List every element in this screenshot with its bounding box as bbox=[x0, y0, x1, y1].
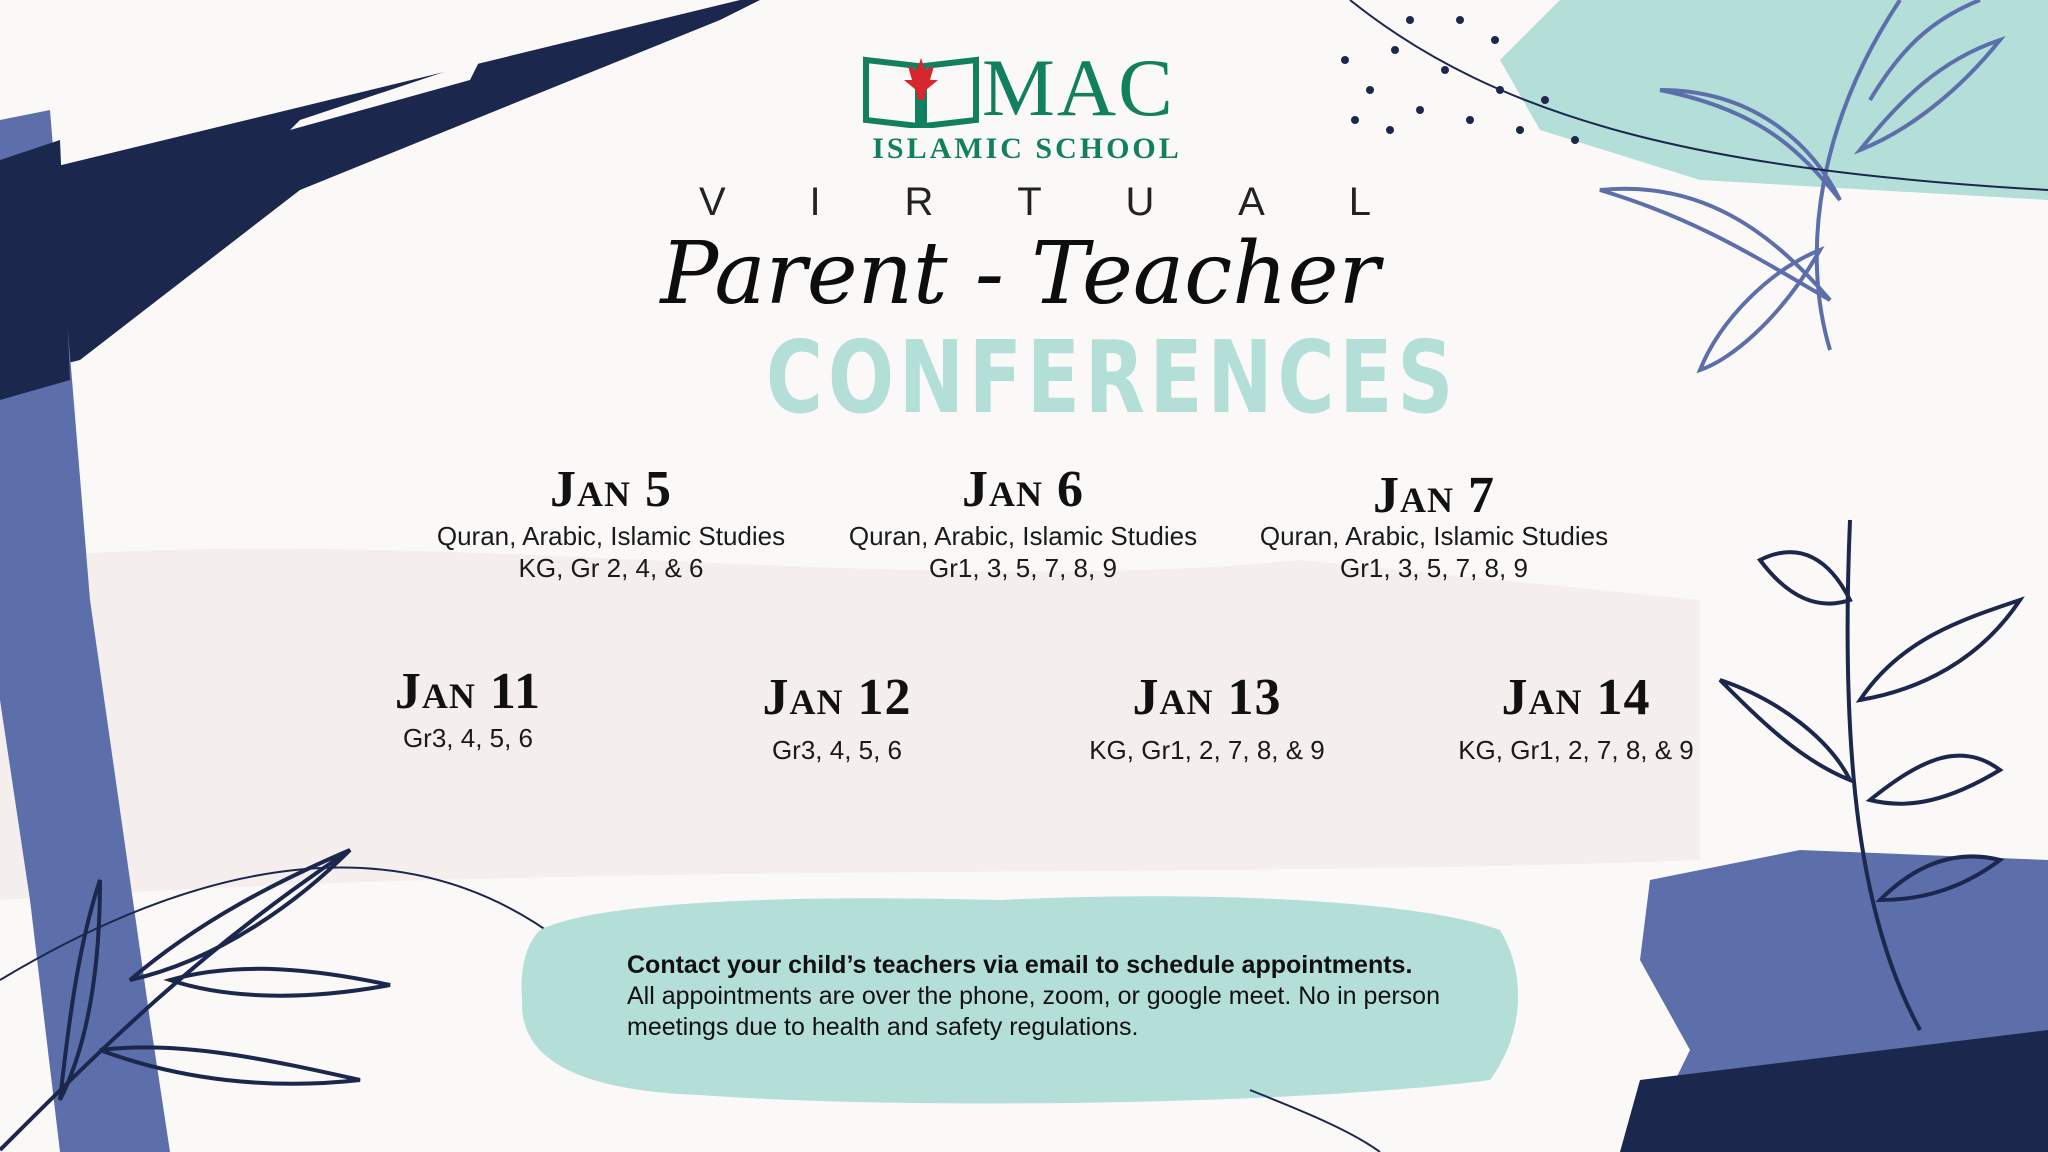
date-jan-6 bbox=[823, 460, 1223, 584]
virtual-letter: I bbox=[809, 180, 821, 224]
date-jan-13 bbox=[1007, 668, 1407, 766]
date-grades: KG, Gr 2, 4, & 6 bbox=[518, 553, 704, 583]
date-grades: Gr1, 3, 5, 7, 8, 9 bbox=[1340, 553, 1528, 583]
date-grades: KG, Gr1, 2, 7, 8, & 9 bbox=[1458, 735, 1694, 765]
date-label: Jan 7 bbox=[1373, 467, 1495, 524]
navy-brush-stroke bbox=[0, 0, 760, 380]
virtual-heading bbox=[699, 180, 1371, 224]
virtual-letter: T bbox=[1017, 180, 1042, 224]
book-maple-icon bbox=[862, 50, 980, 128]
date-label: Jan 12 bbox=[762, 669, 912, 726]
logo-subtitle: ISLAMIC SCHOOL bbox=[872, 132, 1182, 165]
date-grades: Gr3, 4, 5, 6 bbox=[771, 735, 903, 765]
contact-headline: Contact your child’s teachers via email to schedule appointments. bbox=[627, 951, 1413, 979]
date-label: Jan 11 bbox=[394, 663, 542, 720]
contact-note bbox=[627, 950, 1447, 1043]
teal-brush-stroke bbox=[1500, 0, 2048, 200]
date-jan-11 bbox=[268, 662, 668, 754]
date-grades: KG, Gr1, 2, 7, 8, & 9 bbox=[1089, 735, 1325, 765]
contact-body: All appointments are over the phone, zoom, or google meet. No in person meetings due to health and safety regulations. bbox=[627, 982, 1440, 1041]
virtual-letter: L bbox=[1348, 180, 1371, 224]
virtual-letter: V bbox=[699, 180, 726, 224]
date-label: Jan 6 bbox=[962, 461, 1084, 518]
logo-name: MAC bbox=[982, 42, 1175, 133]
date-subjects: Quran, Arabic, Islamic Studies bbox=[436, 521, 786, 551]
date-subjects: Quran, Arabic, Islamic Studies bbox=[1259, 521, 1609, 551]
date-jan-7 bbox=[1234, 466, 1634, 584]
virtual-letter: R bbox=[904, 180, 934, 224]
date-grades: Gr1, 3, 5, 7, 8, 9 bbox=[929, 553, 1117, 583]
date-subjects: Quran, Arabic, Islamic Studies bbox=[848, 521, 1198, 551]
virtual-letter: A bbox=[1238, 180, 1265, 224]
date-jan-12 bbox=[637, 668, 1037, 766]
school-logo bbox=[862, 42, 1192, 168]
virtual-letter: U bbox=[1125, 180, 1155, 224]
date-label: Jan 14 bbox=[1501, 669, 1651, 726]
conferences-heading: CONFERENCES bbox=[765, 319, 1459, 436]
date-label: Jan 13 bbox=[1132, 669, 1282, 726]
parent-teacher-heading: Parent - Teacher bbox=[660, 224, 1380, 324]
date-label: Jan 5 bbox=[550, 461, 672, 518]
date-jan-5 bbox=[411, 460, 811, 584]
date-jan-14 bbox=[1376, 668, 1776, 766]
date-grades: Gr3, 4, 5, 6 bbox=[402, 723, 534, 753]
